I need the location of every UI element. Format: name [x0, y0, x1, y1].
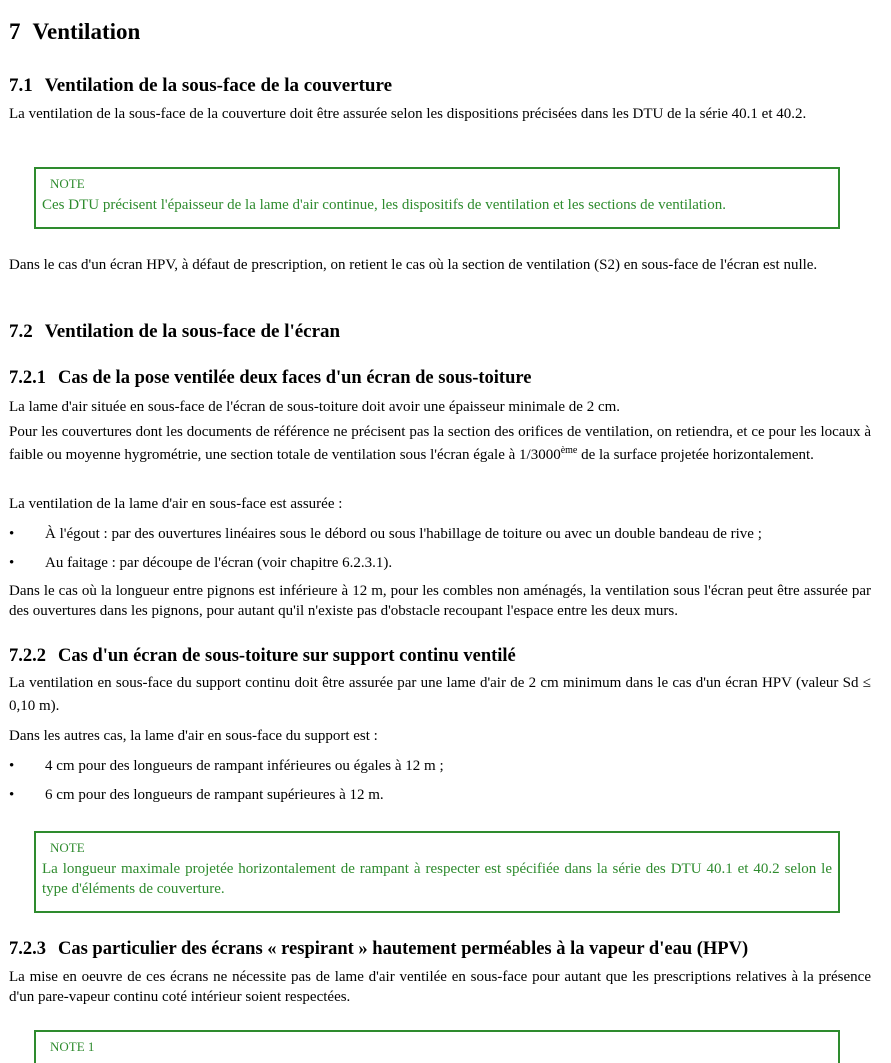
section-title: Ventilation de la sous-face de la couverture — [44, 75, 393, 96]
bullet-dot: • — [9, 787, 15, 803]
note-box — [34, 167, 840, 229]
section-number: 7.1 — [9, 75, 33, 96]
paragraph: La mise en oeuvre de ces écrans ne nécessite pas de lame d'air ventilée en sous-face pour autant que les prescriptions relatives à la présence d'un pare-vapeur continu coté intérieur soient respectées. — [9, 969, 871, 1005]
section-number: 7.2.2 — [9, 646, 46, 666]
paragraph: La ventilation en sous-face du support continu doit être assurée par une lame d'air de 2 cm minimum dans le cas d'un écran HPV (valeur Sd ≤ 0,10 m). — [9, 675, 871, 714]
section-title: Ventilation de la sous-face de l'écran — [44, 321, 341, 342]
paragraph: La ventilation de la sous-face de la couverture doit être assurée selon les dispositions précisées dans les DTU de la série 40.1 et 40.2. — [9, 106, 807, 122]
note-label: NOTE — [50, 840, 85, 855]
note-label: NOTE — [50, 176, 85, 191]
note-label: NOTE 1 — [50, 1039, 95, 1054]
section-number: 7.2.1 — [9, 368, 46, 388]
section-7-2-heading — [9, 320, 340, 344]
bullet-dot: • — [9, 758, 15, 774]
paragraph: Dans le cas d'un écran HPV, à défaut de prescription, on retient le cas où la section de ventilation (S2) en sous-face de l'écran est nulle. — [9, 257, 818, 273]
paragraph: La ventilation de la lame d'air en sous-face est assurée : — [9, 496, 343, 512]
note-box — [34, 1030, 840, 1063]
section-title: Cas de la pose ventilée deux faces d'un écran de sous-toiture — [58, 368, 532, 388]
chapter-number: 7 — [9, 19, 21, 44]
section-title: Cas particulier des écrans « respirant » hautement perméables à la vapeur d'eau (HPV) — [58, 939, 749, 959]
chapter-heading — [9, 18, 140, 46]
section-7-2-3-heading — [9, 937, 748, 961]
section-number: 7.2.3 — [9, 939, 46, 959]
bullet-dot: • — [9, 526, 15, 542]
note-text: Ces DTU précisent l'épaisseur de la lame d'air continue, les dispositifs de ventilation et les sections de ventilation. — [42, 197, 726, 213]
paragraph: Dans les autres cas, la lame d'air en sous-face du support est : — [9, 728, 378, 744]
list-item-text: Au faitage : par découpe de l'écran (voir chapitre 6.2.3.1). — [45, 555, 393, 571]
section-number: 7.2 — [9, 321, 33, 342]
note-box — [34, 831, 840, 913]
note-text: La longueur maximale projetée horizontalement de rampant à respecter est spécifiée dans la série des DTU 40.1 et 40.2 selon le type d'éléments de couverture. — [42, 861, 832, 897]
section-title: Cas d'un écran de sous-toiture sur support continu ventilé — [58, 646, 516, 666]
chapter-title: Ventilation — [32, 19, 141, 44]
section-7-2-1-heading — [9, 366, 531, 390]
superscript: ème — [560, 445, 578, 456]
section-7-2-2-heading — [9, 644, 516, 668]
list-item-text: 6 cm pour des longueurs de rampant supérieures à 12 m. — [45, 787, 384, 803]
paragraph: Dans le cas où la longueur entre pignons est inférieure à 12 m, pour les combles non aménagés, la ventilation sous l'écran peut être assurée par des ouvertures dans les pignons, pour autant qu'il n'existe pas d'obstacle recoupant l'espace entre les deux murs. — [9, 583, 871, 619]
list-item-text: 4 cm pour des longueurs de rampant inférieures ou égales à 12 m ; — [45, 758, 444, 774]
paragraph-text: de la surface projetée horizontalement. — [577, 447, 814, 463]
bullet-dot: • — [9, 555, 15, 571]
section-7-1-heading — [9, 74, 392, 98]
paragraph-text: Pour les couvertures dont les documents de référence ne précisent pas la section des orifices de ventilation, on retiendra, et ce pour les locaux à faible ou moyenne hygrométrie, une section totale de ventilation sous l'écran égale à 1/3000 — [9, 424, 871, 463]
paragraph: La lame d'air située en sous-face de l'écran de sous-toiture doit avoir une épaisseur minimale de 2 cm. — [9, 399, 621, 415]
list-item-text: À l'égout : par des ouvertures linéaires sous le débord ou sous l'habillage de toiture ou avec un double bandeau de rive ; — [45, 526, 762, 542]
paragraph — [9, 421, 871, 467]
